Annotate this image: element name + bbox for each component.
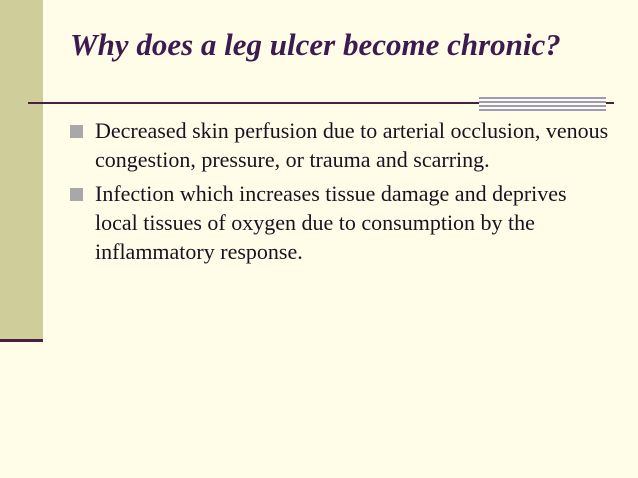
decorative-stripes [479, 97, 606, 111]
bullet-text: Infection which increases tissue damage and deprives local tissues of oxygen due to consumption by the inflammatory response. [95, 181, 567, 264]
bullet-list [68, 116, 613, 271]
square-bullet-icon [70, 188, 83, 201]
square-bullet-icon [70, 125, 83, 138]
slide-title: Why does a leg ulcer become chronic? [70, 27, 561, 62]
side-bar-accent-line [0, 339, 43, 342]
bullet-item [68, 179, 613, 266]
bullet-text: Decreased skin perfusion due to arterial occlusion, venous congestion, pressure, or trauma and scarring. [95, 118, 609, 172]
decorative-side-bar [0, 0, 43, 339]
bullet-item [68, 116, 613, 174]
